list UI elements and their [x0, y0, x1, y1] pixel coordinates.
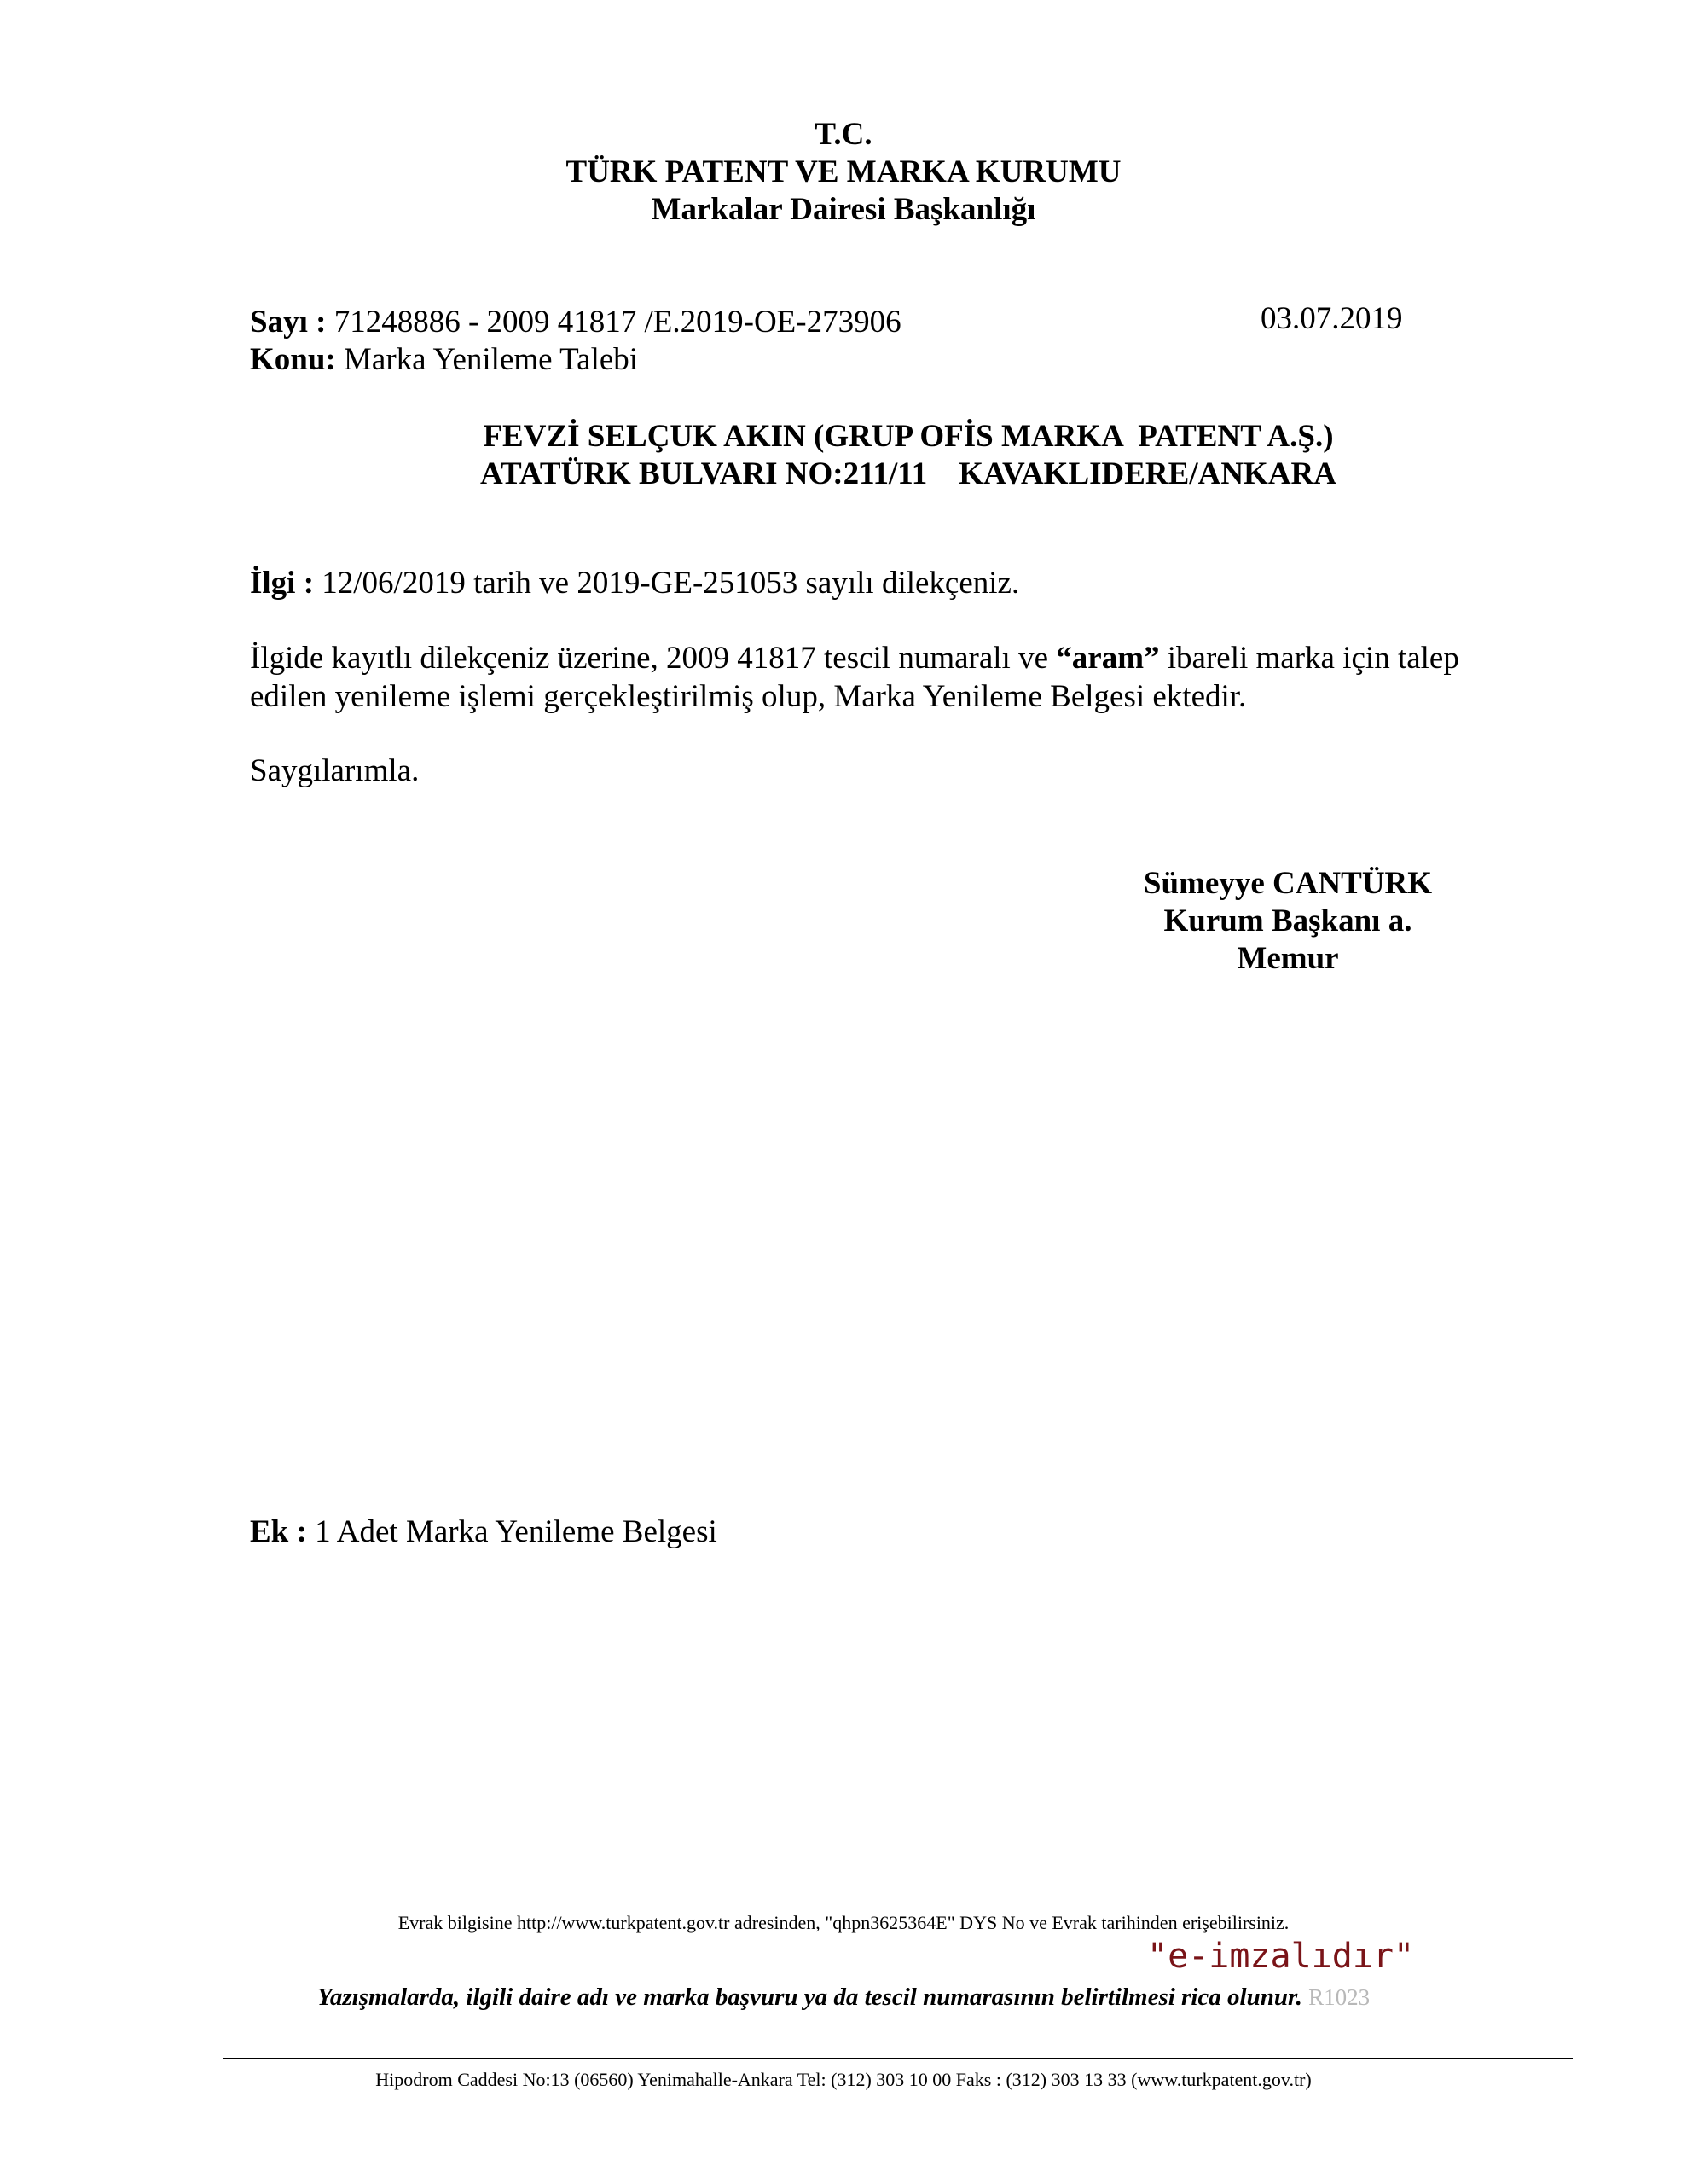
attachment-value: 1 Adet Marka Yenileme Belgesi: [315, 1514, 717, 1549]
ilgi-value: 12/06/2019 tarih ve 2019-GE-251053 sayılı dilekçeniz.: [322, 566, 1020, 601]
sayi-line: [250, 304, 901, 341]
signer-name: Sümeyye CANTÜRK: [1143, 866, 1433, 901]
footer-notice: [0, 1982, 1687, 2013]
konu-label: Konu:: [250, 342, 336, 377]
sayi-value: 71248886 - 2009 41817 /E.2019-OE-273906: [333, 305, 901, 340]
ilgi-line: [250, 565, 1019, 602]
form-code: R1023: [1308, 1984, 1371, 2010]
header: [0, 116, 1687, 229]
addressee-name: FEVZİ SELÇUK AKIN (GRUP OFİS MARKA PATENT A.Ş.): [483, 419, 1334, 454]
body-text-part2: ibareli marka için talep edilen yenileme işlemi gerçekleştirilmiş olup, Marka Yenileme Belgesi ektedir.: [250, 641, 1459, 714]
brand-name: “aram”: [1056, 641, 1160, 676]
footer-divider: [223, 2058, 1573, 2059]
e-signature-mark: "e-imzalıdır": [1147, 1937, 1415, 1976]
footer-notice-text: Yazışmalarda, ilgili daire adı ve marka başvuru ya da tescil numarasının belirtilmesi rica olunur.: [316, 1984, 1302, 2011]
body-paragraph: [250, 639, 1529, 716]
attachment-label: Ek :: [250, 1514, 307, 1549]
attachment-line: [250, 1513, 717, 1551]
closing: Saygılarımla.: [250, 753, 420, 788]
footer-address: Hipodrom Caddesi No:13 (06560) Yenimahalle-Ankara Tel: (312) 303 10 00 Faks : (312) 303 13 33 (www.turkpatent.gov.tr): [375, 2069, 1312, 2090]
body-text-part1: İlgide kayıtlı dilekçeniz üzerine, 2009 41817 tescil numaralı ve: [250, 641, 1057, 676]
addressee-address: ATATÜRK BULVARI NO:211/11 KAVAKLIDERE/ANKARA: [480, 456, 1336, 491]
ilgi-label: İlgi :: [250, 566, 315, 601]
signer-role: Memur: [1237, 941, 1339, 976]
sayi-label: Sayı :: [250, 305, 327, 340]
header-department: Markalar Dairesi Başkanlığı: [651, 192, 1036, 227]
header-country: T.C.: [815, 117, 872, 152]
footer-info: Evrak bilgisine http://www.turkpatent.gov.tr adresinden, "qhpn3625364E" DYS No ve Evrak tarihinden erişebilirsiniz.: [397, 1912, 1290, 1933]
header-institution: TÜRK PATENT VE MARKA KURUMU: [565, 154, 1122, 189]
signature-block: [1066, 865, 1510, 978]
konu-value: Marka Yenileme Talebi: [344, 342, 639, 377]
signer-title: Kurum Başkanı a.: [1163, 903, 1412, 938]
konu-line: [250, 341, 638, 379]
document-date: 03.07.2019: [1261, 301, 1403, 336]
